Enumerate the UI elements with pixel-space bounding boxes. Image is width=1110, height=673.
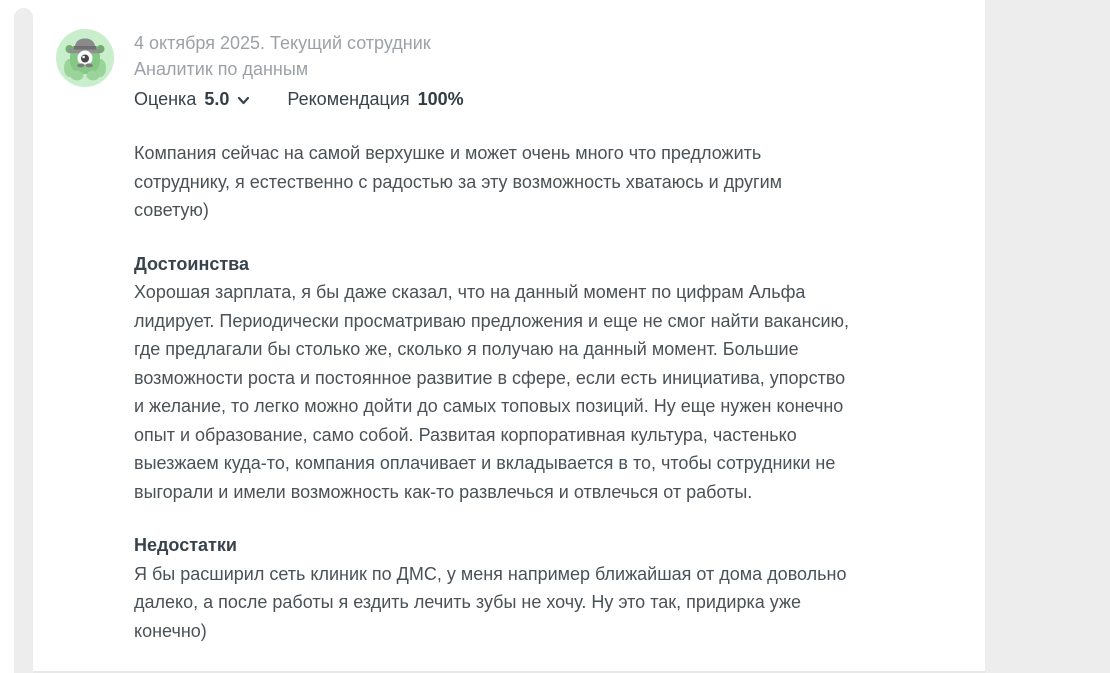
review-card bbox=[33, 0, 985, 673]
page-background-panel bbox=[985, 0, 1110, 673]
review-intro-text: Компания сейчас на самой верхушке и может очень много что предложить сотруднику, я естественно с радостью за эту возможность хватаюсь и другим советую) bbox=[134, 143, 783, 220]
review-body bbox=[134, 139, 854, 670]
left-scroll-strip[interactable] bbox=[14, 8, 33, 673]
rating-dropdown[interactable] bbox=[134, 89, 251, 110]
reviewer-position: Аналитик по данным bbox=[134, 59, 309, 79]
recommendation-label: Рекомендация bbox=[287, 89, 410, 109]
chevron-down-icon[interactable] bbox=[236, 93, 251, 108]
cons-title: Недостатки bbox=[134, 535, 237, 555]
rating-label: Оценка bbox=[134, 89, 197, 109]
rating-row bbox=[134, 89, 464, 110]
cons-text: Я бы расширил сеть клиник по ДМС, у меня например ближайшая от дома довольно далеко, а после работы я ездить лечить зубы не хочу. Ну это так, придирка уже конечно) bbox=[134, 563, 847, 641]
review-date-status: 4 октября 2025. Текущий сотрудник bbox=[134, 33, 431, 53]
monster-avatar-icon bbox=[56, 29, 114, 87]
rating-value: 5.0 bbox=[204, 89, 230, 109]
recommendation-value: 100% bbox=[417, 89, 464, 109]
pros-title: Достоинства bbox=[134, 253, 249, 274]
pros-text: Хорошая зарплата, я бы даже сказал, что на данный момент по цифрам Альфа лидирует. Периодически просматриваю предложения и еще не смог найти вакансию, где предлагали бы столько же, сколько я получаю на данный момент. Большие возможности роста и постоянное развитие в сфере, если есть инициатива, упорство и желание, то легко можно дойти до самых топовых позиций. Ну еще нужен конечно опыт и образование, само собой. Развитая корпоративная культура, частенько выезжаем куда-то, компания оплачивает и вкладывается в то, чтобы сотрудники не выгорали и имели возможность как-то развлечься и отвлечься от работы. bbox=[134, 282, 850, 502]
review-header bbox=[134, 30, 464, 110]
reviewer-avatar bbox=[56, 29, 114, 87]
recommendation bbox=[287, 89, 463, 110]
